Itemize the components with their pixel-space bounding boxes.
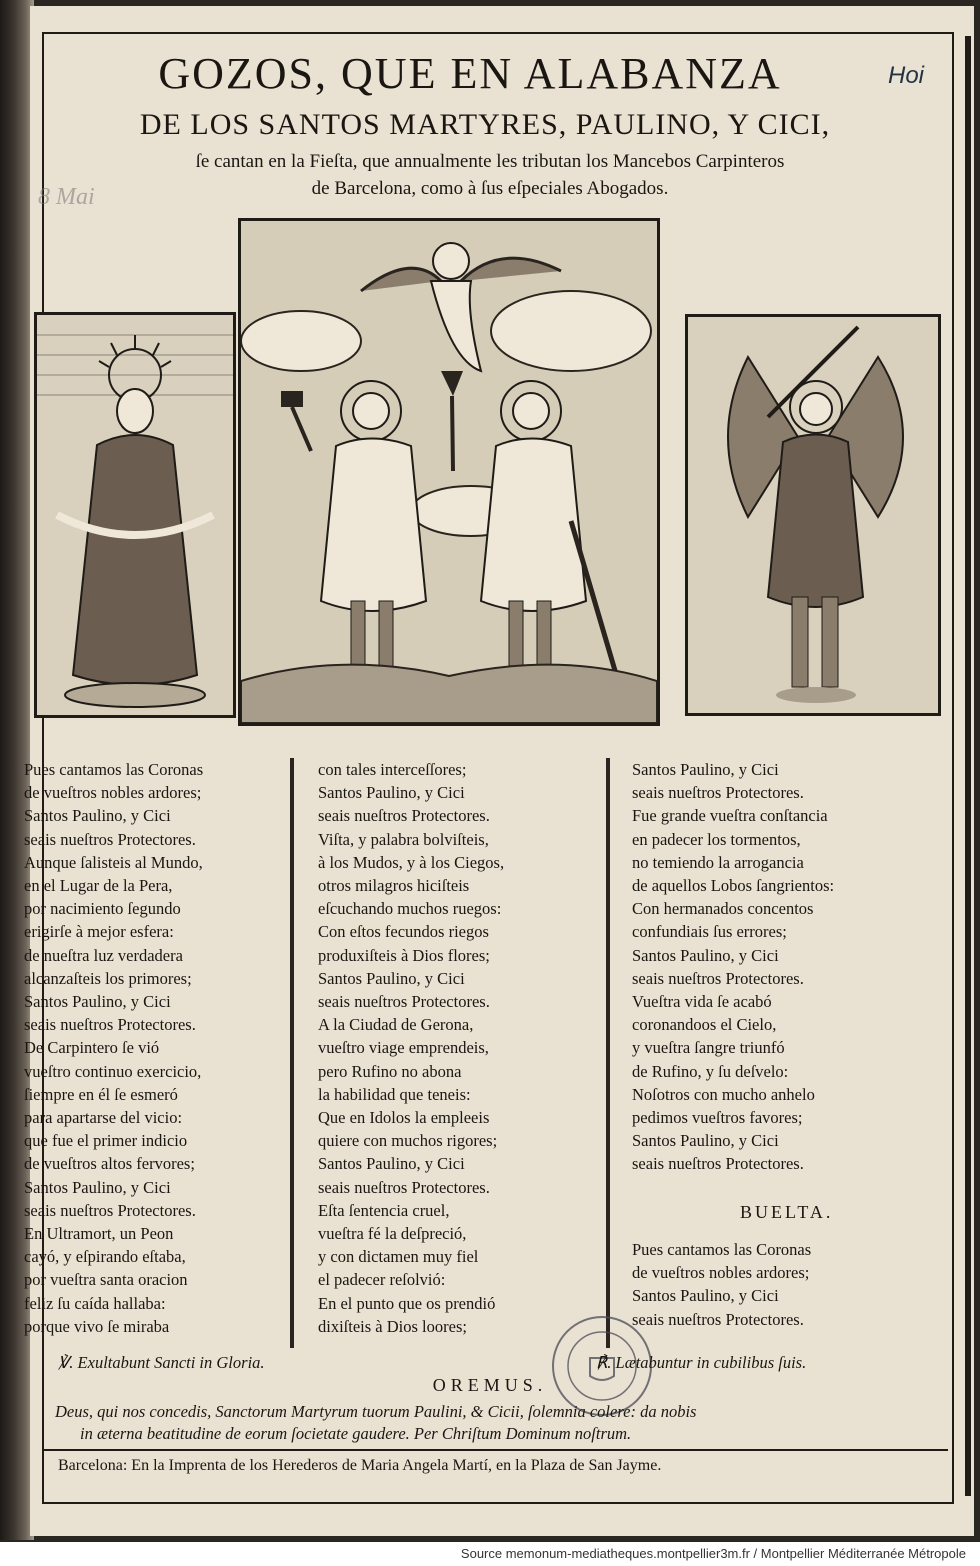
verse-line: vueſtro viage emprendeis, [318,1038,489,1058]
verse-line: ſiempre en él ſe esmeró [24,1084,178,1104]
verse-line: Santos Paulino, y Cici [318,1154,465,1174]
verse-line: Aunque ſalisteis al Mundo, [24,852,203,872]
title-line-1: GOZOS, QUE EN ALABANZA [158,49,782,98]
verse-line: seais nueſtros Protectores. [632,783,804,803]
verse-column-middle [318,758,504,1338]
verse-line: seais nueſtros Protectores. [632,1309,804,1329]
verse-line: seais nueſtros Protectores. [632,1154,804,1174]
response-text: ℟. Lætabuntur in cubilibus ſuis. [596,1353,807,1372]
verse-line: Con hermanados concentos [632,899,814,919]
verse-line: Pues cantamos las Coronas [632,1240,812,1259]
subtitle-line-2: de Barcelona, como à ſus eſpeciales Abogados. [311,178,669,199]
verse-line: con tales interceſſores; [318,760,467,779]
verse-line: pedimos vueſtros favores; [632,1108,803,1128]
verse-line: no temiendo la arrogancia [632,852,804,872]
verse-line: otros milagros hiciſteis [318,876,470,896]
buelta-verse [632,1238,811,1331]
saints-paulino-cici-illustration [241,221,657,723]
verse-line: erigirſe à mejor esfera: [24,922,174,942]
verse-line: Vueſtra vida ſe acabó [632,992,772,1012]
verse-line: Pues cantamos las Coronas [24,760,204,779]
verse-line: quiere con muchos rigores; [318,1131,498,1151]
verse-line: de vueſtros nobles ardores; [24,783,202,803]
woodcut-right-archangel [685,314,941,716]
verse-line: de vueſtros altos fervores; [24,1154,195,1174]
verse-line: Santos Paulino, y Cici [632,760,779,779]
verse-line: seais nueſtros Protectores. [632,968,804,988]
imprint-divider [44,1449,948,1451]
margin-handwriting: 8 Mai [38,184,95,210]
verse-line: Noſotros con mucho anhelo [632,1084,815,1104]
verse-line: En Ultramort, un Peon [24,1224,174,1244]
verse-column-right [632,758,834,1176]
verse-line: à los Mudos, y à los Ciegos, [318,852,505,872]
verse-line: de vueſtros nobles ardores; [632,1263,810,1283]
prayer-line-2: in æterna beatitudine de eorum ſocietate gaudere. Per Chriſtum Dominum noſtrum. [80,1424,632,1443]
verse-line: seais nueſtros Protectores. [24,1200,196,1220]
archangel-illustration [688,317,938,713]
verse-line: pero Rufino no abona [318,1061,462,1081]
verse-line: vueſtra fé la deſpreció, [318,1224,467,1244]
verse-line: Santos Paulino, y Cici [632,1286,779,1306]
oremus-heading: OREMUS. [432,1375,548,1395]
verse-line: por vueſtra santa oracion [24,1270,188,1290]
printer-imprint: Barcelona: En la Imprenta de los Herederos de Maria Angela Martí, en la Plaza de San Jayme. [58,1457,662,1474]
verse-line: y con dictamen muy fiel [318,1247,479,1267]
verse-line: feliz ſu caída hallaba: [24,1293,166,1313]
verse-line: seais nueſtros Protectores. [318,1177,490,1197]
verse-line: confundiais ſus errores; [632,922,787,942]
verse-line: produxiſteis à Dios flores; [318,945,490,965]
verse-line: Santos Paulino, y Cici [318,783,465,803]
verse-line: Santos Paulino, y Cici [24,806,171,826]
verse-line: Santos Paulino, y Cici [24,1177,171,1197]
verse-line: seais nueſtros Protectores. [24,1015,196,1035]
verse-line: Santos Paulino, y Cici [24,992,171,1012]
source-footer [0,1542,980,1566]
verse-line: A la Ciudad de Gerona, [318,1015,474,1035]
crowned-saint-illustration [37,315,233,715]
verse-line: seais nueſtros Protectores. [318,806,490,826]
verse-line: la habilidad que teneis: [318,1084,471,1104]
verse-line: por nacimiento ſegundo [24,899,181,919]
verse-line: Que en Idolos la empleeis [318,1108,490,1128]
woodcut-center-saints [238,218,660,726]
verse-line: En el punto que os prendió [318,1293,496,1313]
verse-line: porque vivo ſe miraba [24,1316,170,1336]
verse-line: alcanzaſteis los primores; [24,968,192,988]
verse-line: Santos Paulino, y Cici [632,1131,779,1151]
catalog-note: Hoi [888,62,925,89]
title-line-2: DE LOS SANTOS MARTYRES, PAULINO, Y CICI, [139,108,831,141]
verse-column-left [24,758,203,1338]
verse-line: de nueſtra luz verdadera [24,945,183,965]
verse-line: Fue grande vueſtra conſtancia [632,806,828,826]
verse-line: seais nueſtros Protectores. [24,829,196,849]
verse-line: en el Lugar de la Pera, [24,876,173,896]
verse-line: en padecer los tormentos, [632,829,801,849]
verse-line: Santos Paulino, y Cici [632,945,779,965]
verse-line: de Rufino, y ſu deſvelo: [632,1061,789,1081]
verse-line: Con eſtos fecundos riegos [318,922,489,942]
right-border-rule [965,36,971,1496]
verse-line: seais nueſtros Protectores. [318,992,490,1012]
column-divider-right [606,758,610,1348]
verse-line: coronandoos el Cielo, [632,1015,777,1035]
verse-line: Eſta ſentencia cruel, [318,1200,450,1220]
verse-line: para apartarse del vicio: [24,1108,183,1128]
column-divider-left [290,758,294,1348]
source-credit[interactable]: Source memonum-mediatheques.montpellier3m.fr / Montpellier Méditerranée Métropole [460,1546,966,1561]
verse-line: Viſta, y palabra bolviſteis, [318,829,489,849]
buelta-heading: BUELTA. [740,1202,834,1222]
verse-line: dixiſteis à Dios loores; [318,1316,467,1336]
verse-line: y vueſtra ſangre triunfó [632,1038,785,1058]
prayer-line-1: Deus, qui nos concedis, Sanctorum Martyrum tuorum Paulini, & Cicii, ſolemnia colere: da nobis [55,1402,697,1421]
woodcut-left-saint [34,312,236,718]
verse-line: de aquellos Lobos ſangrientos: [632,876,835,896]
verse-line: eſcuchando muchos ruegos: [318,899,502,919]
verse-line: que fue el primer indicio [24,1131,188,1151]
verse-line: cayó, y eſpirando eſtaba, [24,1247,186,1267]
verse-line: De Carpintero ſe vió [24,1038,160,1058]
document-page [24,6,974,1536]
verse-line: el padecer reſolvió: [318,1270,446,1290]
subtitle-line-1: ſe cantan en la Fieſta, que annualmente les tributan los Mancebos Carpinteros [195,151,785,172]
verse-line: vueſtro continuo exercicio, [24,1061,202,1081]
verse-line: Santos Paulino, y Cici [318,968,465,988]
versicle-text: ℣. Exultabunt Sancti in Gloria. [58,1353,265,1372]
